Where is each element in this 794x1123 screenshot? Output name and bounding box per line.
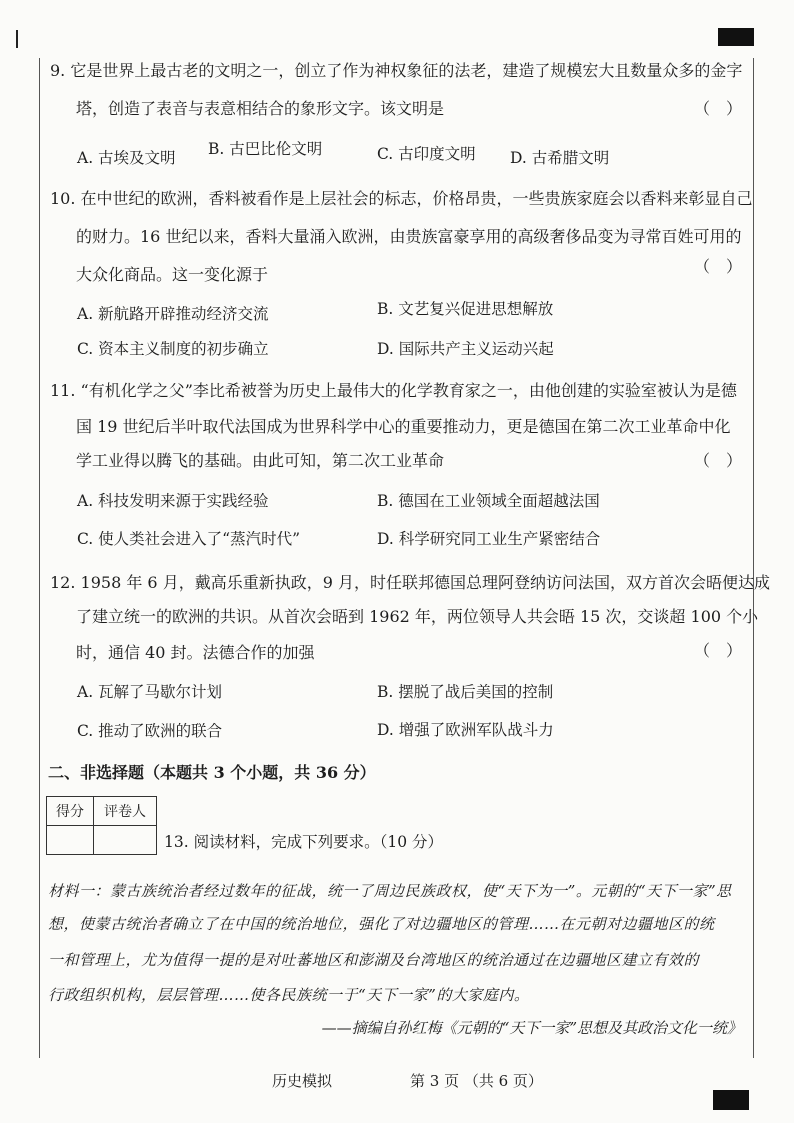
q11-option-a: A. 科技发明来源于实践经验 [77, 492, 269, 510]
score-cell[interactable] [47, 826, 94, 855]
question-9-line-1: 9. 它是世界上最古老的文明之一，创立了作为神权象征的法老，建造了规模宏大且数量众多的金字 [50, 61, 743, 80]
question-11-line-1: 11. “有机化学之父”李比希被誉为历史上最伟大的化学教育家之一，由他创建的实验室被认为是德 [50, 381, 737, 400]
score-table [46, 796, 157, 855]
question-10-line-3: 大众化商品。这一变化源于 [76, 265, 269, 284]
question-11-line-3: 学工业得以腾飞的基础。由此可知，第二次工业革命 [76, 451, 445, 470]
grader-label: 评卷人 [94, 797, 157, 826]
question-13-prompt: 13. 阅读材料，完成下列要求。（10 分） [164, 833, 443, 851]
material-1-line-3: 一和管理上，尤为值得一提的是对吐蕃地区和澎湖及台湾地区的统治通过在边疆地区建立有效的 [48, 951, 700, 969]
answer-blank: （ ） [693, 451, 742, 470]
question-12-line-3: 时，通信 40 封。法德合作的加强 [76, 643, 315, 662]
question-12 [50, 564, 770, 678]
score-label: 得分 [47, 797, 94, 826]
q12-option-b: B. 摆脱了战后美国的控制 [377, 683, 554, 701]
material-1-line-1: 材料一：蒙古族统治者经过数年的征战，统一了周边民族政权，使“天下为一”。元朝的“天下一家”思 [48, 882, 732, 900]
registration-mark-top [718, 28, 754, 46]
question-10 [50, 180, 753, 294]
section-2-title: 二、非选择题（本题共 3 个小题，共 36 分） [48, 763, 376, 782]
question-10-line-1: 10. 在中世纪的欧洲，香料被看作是上层社会的标志，价格昂贵，一些贵族家庭会以香料来彰显自己 [50, 189, 753, 208]
q9-option-c: C. 古印度文明 [377, 145, 476, 163]
question-9 [50, 52, 750, 132]
footer-page-number: 第 3 页 （共 6 页） [410, 1072, 543, 1090]
question-11-line-2: 国 19 世纪后半叶取代法国成为世界科学中心的重要推动力，更是德国在第二次工业革命中化 [76, 417, 731, 436]
q12-option-a: A. 瓦解了马歇尔计划 [77, 683, 223, 701]
q9-option-d: D. 古希腊文明 [510, 149, 610, 167]
q11-option-c: C. 使人类社会进入了“蒸汽时代” [77, 530, 301, 548]
q10-option-d: D. 国际共产主义运动兴起 [377, 340, 554, 358]
question-10-line-2: 的财力。16 世纪以来，香料大量涌入欧洲，由贵族富豪享用的高级奢侈品变为寻常百姓可用的 [76, 227, 742, 246]
material-1-line-4: 行政组织机构，层层管理……使各民族统一于“天下一家”的大家庭内。 [48, 986, 530, 1004]
q11-option-d: D. 科学研究同工业生产紧密结合 [377, 530, 601, 548]
material-1-source: ——摘编自孙红梅《元朝的“天下一家”思想及其政治文化一统》 [321, 1019, 742, 1037]
question-12-line-1: 12. 1958 年 6 月，戴高乐重新执政，9 月，时任联邦德国总理阿登纳访问法国，双方首次会晤便达成 [50, 573, 770, 592]
grader-cell[interactable] [94, 826, 157, 855]
q11-option-b: B. 德国在工业领域全面超越法国 [377, 492, 600, 510]
q9-option-a: A. 古埃及文明 [77, 149, 176, 167]
answer-blank: （ ） [693, 99, 742, 118]
answer-blank: （ ） [693, 641, 742, 660]
q10-option-c: C. 资本主义制度的初步确立 [77, 340, 269, 358]
material-1-line-2: 想，使蒙古统治者确立了在中国的统治地位，强化了对边疆地区的管理……在元朝对边疆地区的统 [48, 915, 715, 933]
question-12-line-2: 了建立统一的欧洲的共识。从首次会晤到 1962 年，两位领导人共会晤 15 次，交谈超 100 个小 [76, 607, 759, 626]
page-edge-mark [16, 30, 18, 48]
q10-option-a: A. 新航路开辟推动经济交流 [77, 305, 269, 323]
q12-option-d: D. 增强了欧洲军队战斗力 [377, 721, 554, 739]
footer-subject: 历史模拟 [272, 1072, 333, 1090]
question-11 [50, 372, 750, 486]
q9-option-b: B. 古巴比伦文明 [208, 140, 323, 158]
q12-option-c: C. 推动了欧洲的联合 [77, 722, 223, 740]
registration-mark-bottom [713, 1090, 749, 1110]
q10-option-b: B. 文艺复兴促进思想解放 [377, 300, 554, 318]
question-9-line-2: 塔，创造了表音与表意相结合的象形文字。该文明是 [76, 99, 445, 118]
answer-blank: （ ） [693, 257, 742, 276]
